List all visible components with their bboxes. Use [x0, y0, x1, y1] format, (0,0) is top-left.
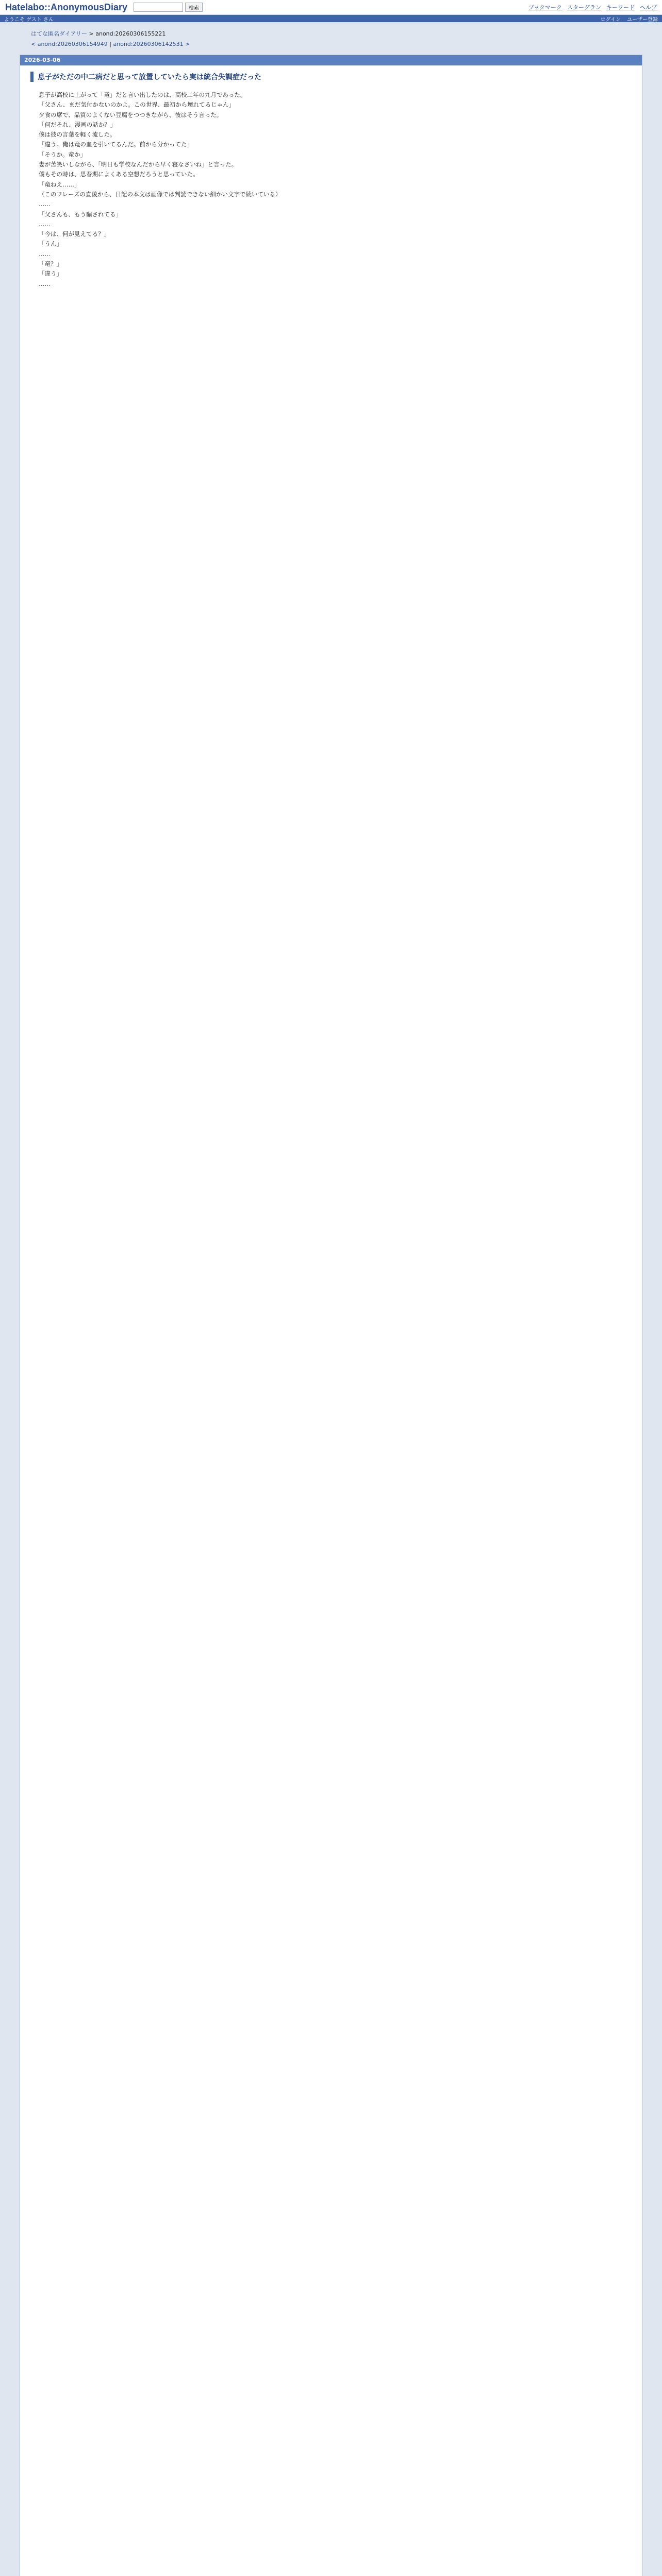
- prev-entry-link[interactable]: < anond:20260306154949: [31, 41, 108, 47]
- welcome-text: ようこそ ゲスト さん: [4, 16, 54, 23]
- entry-line: 「今は、何が見えてる？」: [39, 230, 110, 238]
- entry-line: 「父さんも、もう騙されてる」: [39, 210, 122, 218]
- search-button[interactable]: 検索: [185, 3, 203, 12]
- next-entry-link[interactable]: anond:20260306142531 >: [113, 41, 190, 47]
- entry-line: 僕は彼の言葉を軽く流した。: [39, 131, 116, 139]
- entry-line: 夕食の席で、品質のよくない豆腐をつつきながら、彼はそう言った。: [39, 111, 223, 118]
- entry-line: 「何だそれ、漫画の話か？」: [39, 121, 117, 128]
- nav-bar: [0, 15, 662, 22]
- breadcrumb-current: anond:20260306155221: [95, 30, 166, 37]
- entry-line: 「違う」: [39, 270, 62, 278]
- entry-line: 妻が苦笑いしながら、「明日も学校なんだから早く寝なさいね」と言った。: [39, 161, 238, 168]
- top-links: [528, 3, 657, 11]
- login-link[interactable]: ログイン: [600, 16, 621, 23]
- day-section: [20, 55, 642, 2576]
- entry-line: ……: [39, 250, 51, 258]
- day-date: 2026-03-06: [20, 55, 642, 65]
- top-link-keyword[interactable]: キーワード: [606, 4, 635, 11]
- top-link-bookmark[interactable]: ブックマーク: [528, 4, 562, 11]
- top-link-help[interactable]: ヘルプ: [640, 4, 657, 11]
- entry-line: 「違う。俺は竜の血を引いてるんだ。前から分かってた」: [39, 141, 193, 148]
- entry-line: （このフレーズの直後から、日記の本文は画像では判読できない細かい文字で続いている）: [39, 190, 282, 198]
- entry-body: [20, 87, 642, 289]
- top-bar: [0, 0, 662, 15]
- entry-line: 僕もその時は、思春期によくある空想だろうと思っていた。: [39, 171, 199, 178]
- entry-line: 「うん」: [39, 240, 62, 248]
- entry-line: 「竜ねえ……」: [39, 180, 80, 188]
- entry-line: ……: [39, 280, 51, 287]
- entry-line: ……: [39, 220, 51, 228]
- top-link-star[interactable]: スターグラン: [567, 4, 601, 11]
- site-logo[interactable]: Hatelabo::AnonymousDiary: [5, 2, 128, 12]
- entry-line: 「竜？」: [39, 260, 62, 268]
- entry-line: ……: [39, 200, 51, 208]
- entry-line: 「父さん、まだ気付かないのかよ。この世界、最初から壊れてるじゃん」: [39, 101, 235, 109]
- breadcrumb-home[interactable]: はてな匿名ダイアリー: [31, 30, 88, 37]
- search-input[interactable]: [134, 3, 183, 12]
- register-link[interactable]: ユーザー登録: [627, 16, 658, 23]
- breadcrumb: はてな匿名ダイアリー > anond:20260306155221: [31, 30, 166, 37]
- entry-pager: < anond:20260306154949 | anond:20260306142531 >: [31, 41, 190, 47]
- entry-line: 息子が高校に上がって「竜」だと言い出したのは、高校二年の九月であった。: [39, 91, 246, 98]
- entry-title[interactable]: 息子がただの中二病だと思って放置していたら実は統合失調症だった: [30, 72, 632, 82]
- entry-line: 「そうか。竜か」: [39, 150, 86, 158]
